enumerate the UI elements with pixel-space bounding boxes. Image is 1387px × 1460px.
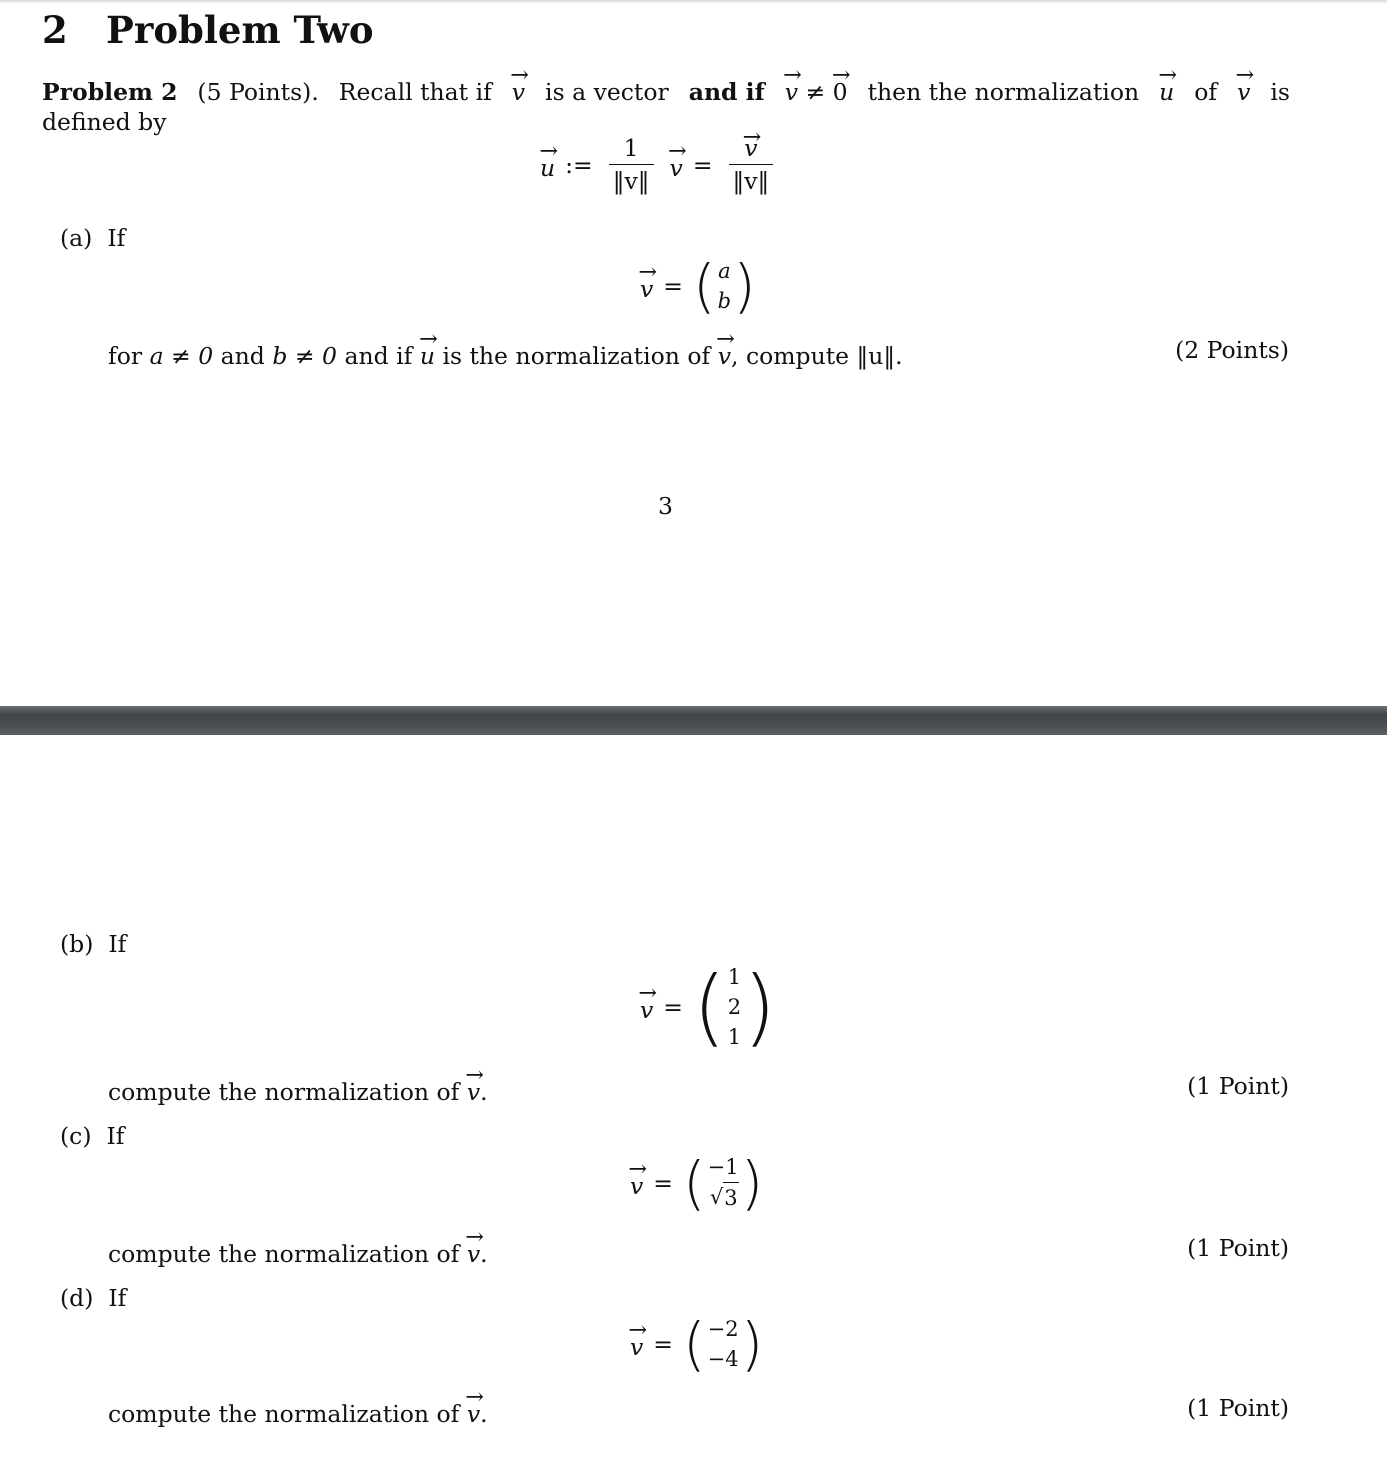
part-d-question: compute the normalization of → v. (108, 1394, 488, 1428)
right-paren: ) (740, 1148, 764, 1217)
intro-text-b: is a vector (545, 78, 669, 106)
intro-is: is (1270, 78, 1290, 106)
vector-v: → v (630, 1166, 643, 1200)
part-c-points: (1 Point) (1187, 1234, 1289, 1262)
part-d-points: (1 Point) (1187, 1394, 1289, 1422)
sqrt-entry: √ 3 (710, 1182, 739, 1213)
column-vector (682, 1310, 764, 1378)
fraction-v-over-norm (729, 134, 774, 195)
left-paren: ( (682, 1310, 706, 1378)
vector-entry: a (718, 259, 731, 283)
vector-entries (706, 1314, 741, 1374)
page-number: 3 (658, 492, 673, 520)
text: compute the normalization of (108, 1400, 460, 1428)
text: , compute (731, 342, 850, 370)
part-a-points: (2 Points) (1175, 336, 1289, 364)
vector-v: → v (640, 269, 653, 303)
part-if: If (108, 930, 127, 958)
top-edge-shadow (0, 0, 1387, 4)
vector-entry: −1 (707, 1155, 739, 1179)
part-d-label (60, 1284, 126, 1312)
part-label: (a) (60, 224, 93, 252)
vector-entry: 1 (727, 965, 742, 989)
vector-entries (716, 256, 733, 316)
part-c-vector-equation (630, 1148, 764, 1217)
fraction-numerator: → v (740, 134, 761, 164)
section-heading (42, 8, 374, 52)
intro-line2: defined by (42, 108, 167, 136)
intro-text-a: Recall that if (338, 78, 492, 106)
equals-symbol: = (692, 150, 713, 179)
condition-a: a ≠ 0 (149, 342, 214, 370)
vector-v: → v (467, 1072, 480, 1106)
vector-entries (726, 962, 743, 1052)
text: and (220, 342, 265, 370)
part-label: (d) (60, 1284, 94, 1312)
intro-text-c: then the normalization (867, 78, 1140, 106)
text: and if (344, 342, 413, 370)
vector-entry: −4 (707, 1347, 739, 1371)
right-paren: ) (733, 252, 756, 320)
part-b-question: compute the normalization of → v. (108, 1072, 488, 1106)
assign-symbol: := (565, 150, 593, 179)
vector-entry: 2 (727, 995, 742, 1019)
radicand: 3 (723, 1182, 738, 1213)
text: compute the normalization of (108, 1240, 460, 1268)
fraction-denominator: ‖v‖ (609, 164, 654, 195)
left-paren: ( (682, 1148, 706, 1217)
vector-v: → v (718, 336, 731, 370)
vector-entry: 1 (727, 1025, 742, 1049)
vector-entry: −2 (707, 1317, 739, 1341)
part-a-label (60, 224, 125, 252)
column-vector (692, 958, 776, 1056)
vector-v: → v (467, 1394, 480, 1428)
equals-symbol: = (663, 993, 683, 1021)
part-a-vector-equation (640, 252, 756, 320)
zero-vector: → 0 (833, 72, 848, 106)
part-a-question (108, 336, 903, 370)
vector-v: → v (640, 990, 653, 1024)
right-paren: ) (740, 1310, 764, 1378)
vector-u: → u (420, 336, 435, 370)
equals-symbol: = (663, 272, 683, 300)
part-label: (c) (60, 1122, 92, 1150)
vector-entries (706, 1152, 741, 1213)
vector-v: → v (630, 1327, 643, 1361)
part-b-label (60, 930, 126, 958)
left-paren: ( (692, 958, 726, 1056)
fraction-denominator: ‖v‖ (729, 164, 774, 195)
text: is the normalization of (442, 342, 711, 370)
page-divider-bar (0, 706, 1387, 735)
part-if: If (107, 224, 126, 252)
neq-symbol: ≠ (805, 78, 826, 106)
equals-symbol: = (653, 1330, 673, 1358)
fraction-one-over-norm (609, 134, 654, 195)
intro-and-if: and if (688, 78, 765, 106)
column-vector (692, 252, 756, 320)
text: compute the normalization of (108, 1078, 460, 1106)
vector-v: → v (467, 1234, 480, 1268)
text: for (108, 342, 143, 370)
right-paren: ) (743, 958, 776, 1056)
part-b-points: (1 Point) (1187, 1072, 1289, 1100)
part-if: If (106, 1122, 125, 1150)
section-title: Problem Two (106, 8, 374, 52)
vector-v: → v (670, 148, 683, 182)
part-label: (b) (60, 930, 94, 958)
problem-label: Problem 2 (42, 78, 178, 106)
vector-entry: b (717, 289, 732, 313)
definition-equation (540, 134, 779, 195)
vector-v: → v (1237, 72, 1250, 106)
intro-of: of (1194, 78, 1218, 106)
equals-symbol: = (653, 1168, 673, 1197)
vector-v: → v (512, 72, 525, 106)
vector-u: → u (1159, 72, 1174, 106)
part-if: If (108, 1284, 127, 1312)
norm-u: ‖u‖. (856, 342, 903, 370)
vector-v: → v (785, 72, 798, 106)
column-vector (682, 1148, 764, 1217)
points-total: (5 Points). (197, 78, 319, 106)
condition-b: b ≠ 0 (272, 342, 337, 370)
part-c-question: compute the normalization of → v. (108, 1234, 488, 1268)
part-c-label (60, 1122, 124, 1150)
vector-u: → u (540, 148, 555, 182)
part-d-vector-equation (630, 1310, 764, 1378)
fraction-numerator: 1 (623, 134, 639, 162)
section-number: 2 (42, 8, 68, 52)
part-b-vector-equation (640, 958, 776, 1056)
left-paren: ( (692, 252, 716, 320)
problem-intro (42, 72, 1290, 136)
